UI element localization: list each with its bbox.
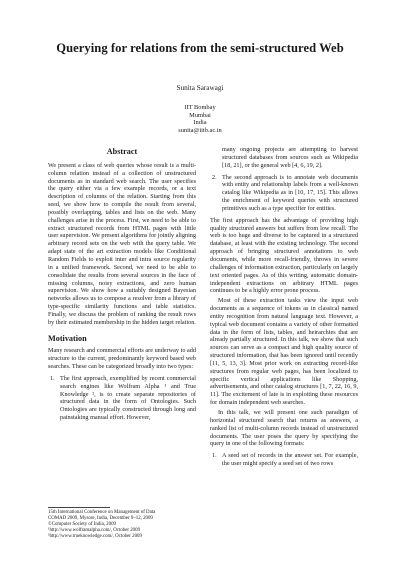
author-email: sunita@iitb.ac.in [178, 126, 222, 134]
body-paragraph: In this talk, we will present one such paradigm of horizontal structured search that returns as answers, a ranked list of multi-column records instead of unstructured documents. The user poses the query by specifying the query in one of the following formats: [210, 409, 358, 448]
list-item-continuation: many ongoing projects are attempting to harvest structured databases from sources such as Wikipedia [18, 21], or the general web [4, 6, 19, 2]. [222, 146, 358, 169]
left-column [48, 148, 196, 426]
motivation-intro: Many research and commercial efforts are underway to add structure to the current, predominantly keyword based web searches. These can be categorized broadly into two types: [48, 347, 196, 371]
list-item-text: A seed set of records in the answer set. For example, the user might specify a seed set of two rows [222, 452, 358, 468]
paper-title: Querying for relations from the semi-structured Web [56, 41, 344, 55]
list-item-text: The second approach is to annotate web documents with entity and relationship labels from a well-known catalog like Wikipedia as in [10, 17, 15]. This allows the enrichment of keyword queries with structured primitives such as a type specifier for entities. [222, 173, 358, 212]
author-affiliation [0, 104, 400, 134]
abstract-heading: Abstract [106, 147, 138, 156]
footnote-rule [48, 507, 110, 508]
affiliation-line: India [193, 119, 207, 127]
abstract-text: We present a class of web queries whose result is a multi-column relation instead of a collection of unstructured documents as in standard web search. The user specifies the query either via a few example records, or a text description of columns of the relation. Starting from this seed, we show how to compile the result from several, possibly overlapping, tables and lists on the web. Many challenges arise in the process. First, we need to be able to extract structured records from HTML pages with little user supervision. We present algorithms for jointly aligning arbitrary record sets on the web with the query table. We adapt state of the art extraction models like Conditional Random Fields to exploit inter and intra source regularity in a unified framework. Second, we need to be able to consolidate the results from several sources in the face of missing columns, noisy extractions, and zero human supervision. We show how a suitably designed Bayesian networks allows us to compose a resolver from a library of type-specific similarity functions and table statistics. Finally, we discuss the problem of ranking the result rows by their estimated membership in the hidden target relation. [48, 161, 196, 326]
footnotes [48, 510, 196, 540]
list-item [210, 174, 358, 213]
list-number: 1. [50, 374, 55, 382]
affiliation-line: Mumbai [189, 111, 211, 119]
affiliation-line: IIT Bombay [184, 104, 216, 111]
body-paragraph: Most of these extraction tasks view the input web documents as a sequence of tokens as in classical named entity recognition from natural language text. However, a typical web document contains a variety of other formatted data in the form of lists, tables, and heirarchies that are already partially structured. In this talk, we show that such sources can serve as a compact and high quality source of structured information, that has been ignored until recently [11, 5, 13, 3]. Most prior work on extracting record-like structures from regular web pages, has been localized to specific vertical applications like Shopping, advertisements, and other catalog structures [1, 7, 22, 16, 9, 11]. The excitement of late is in exploiting these resources for domain independent web searches. [210, 297, 358, 407]
list-item [210, 452, 358, 468]
list-item [48, 375, 196, 422]
right-column [210, 146, 358, 472]
footnote-line: ©Computer Society of India, 2009 [48, 522, 116, 528]
list-number: 2. [212, 173, 217, 181]
footnote-line: COMAD 2009, Mysore, India, December 9–12, 2009 [48, 516, 153, 522]
body-paragraph: The first approach has the advantage of providing high quality structured answers but suffers from low recall. The web is too huge and diverse to be captured in a structured database, at least with the existing technology. The second approach of bringing structured annotations to web documents, while more recall-friendly, throws in severe challenges of information extraction, particularly on largely text oriented pages. As of this writing, automatic domain-independent extractions on arbitrary HTML pages continues to be a highly error prone process. [210, 216, 358, 295]
footnote-line: 15th International Conference on Management of Data [48, 510, 156, 515]
author-name: Sunita Sarawagi [176, 84, 224, 92]
footnote-line: ²http://www.trueknowledge.com/, October 2009 [48, 534, 142, 540]
list-number: 1. [212, 452, 217, 460]
list-item-text: The first approach, exemplified by recent commercial search engines like Wolfram Alpha ¹ and True Knowledge ², is to create separate repositories of structured data in the form of Ontologies. Such Ontologies are typically constructed through long and painstaking manual effort. However, [60, 374, 196, 422]
footnote-line: ¹http://www.wolframalpha.com/, October 2009 [48, 528, 141, 534]
motivation-heading: Motivation [48, 333, 87, 343]
